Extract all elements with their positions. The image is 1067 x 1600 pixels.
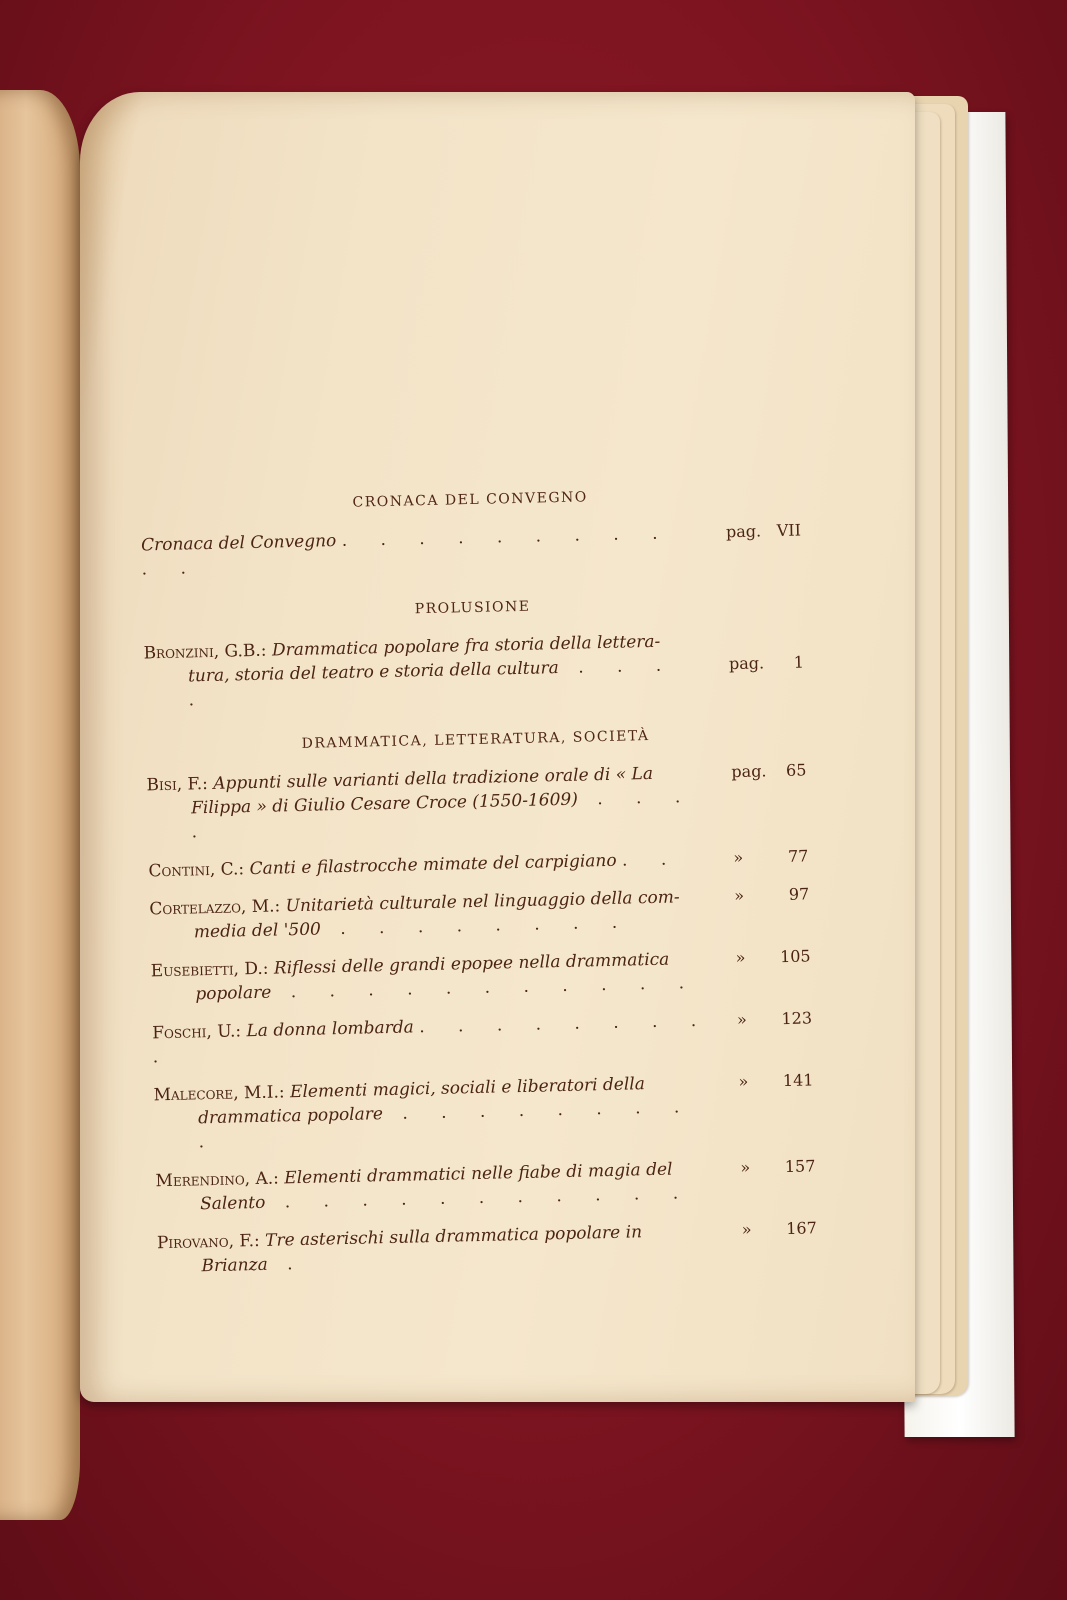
page-number: 65 <box>785 760 807 780</box>
page-label: » <box>733 847 744 868</box>
page-number: 1 <box>793 652 805 672</box>
entry-title-cont: popolare <box>195 982 272 1005</box>
entry-title-cont: media del '500 <box>193 919 322 943</box>
book-page <box>80 92 915 1402</box>
toc-entry <box>157 1216 818 1279</box>
page-ref <box>708 626 804 676</box>
section-heading: PROLUSIONE <box>414 598 531 618</box>
page-label: pag. <box>725 521 762 542</box>
page-label: pag. <box>728 653 765 674</box>
entry-title-cont: Salento <box>199 1192 266 1215</box>
entry-text <box>157 1218 723 1279</box>
entry-title: Cronaca del Convegno <box>140 531 337 556</box>
entry-title-cont: Brianza <box>201 1254 268 1277</box>
page-number: 141 <box>782 1070 814 1091</box>
entry-author: Eusebietti, D.: <box>150 958 275 982</box>
entry-title: Canti e filastrocche mimate del carpigiano <box>249 850 617 880</box>
section-heading: CRONACA DEL CONVEGNO <box>352 489 588 511</box>
entry-text <box>146 761 712 846</box>
toc-section <box>146 724 818 1279</box>
entry-text <box>149 885 715 946</box>
section-heading: DRAMMATICA, LETTERATURA, SOCIETÀ <box>301 727 650 752</box>
page-ref <box>706 519 802 545</box>
entry-text <box>141 521 707 582</box>
entry-text <box>153 1071 719 1156</box>
entry-text <box>152 1009 718 1070</box>
page-number: 77 <box>787 846 809 866</box>
page-number: VII <box>776 520 802 541</box>
entry-author: Merendino, A.: <box>155 1168 285 1192</box>
entry-author: Contini, C.: <box>148 859 250 882</box>
page-number: 157 <box>784 1156 816 1177</box>
toc-entry <box>153 1068 814 1155</box>
page-label: » <box>741 1219 752 1240</box>
toc-entry <box>152 1006 813 1069</box>
entry-title-cont: tura, storia del teatro e storia della cultura <box>187 658 560 687</box>
entry-author: Pirovano, F.: <box>156 1230 266 1254</box>
entry-title: Tre asterischi sulla drammatica popolare in <box>264 1222 643 1251</box>
page-label: pag. <box>731 761 767 782</box>
leader-dots: . . . . . . . . . . . <box>271 972 699 1003</box>
leader-dots: . . . . . . . . . . . <box>141 523 672 580</box>
entry-text <box>151 947 717 1008</box>
page-label: » <box>736 1009 748 1030</box>
entry-text <box>143 629 709 714</box>
entry-title: Unitarietà culturale nel linguaggio della com- <box>285 887 680 917</box>
toc-entry <box>151 944 812 1007</box>
entry-author: Cortelazzo, M.: <box>149 896 286 920</box>
toc-entry <box>148 844 808 883</box>
toc-entry <box>146 758 807 845</box>
entry-author: Foschi, U.: <box>151 1021 247 1044</box>
leader-dots: . . . . <box>188 655 676 711</box>
entry-title: Elementi magici, sociali e liberatori della <box>289 1074 646 1103</box>
entry-author: Bisi, F.: <box>146 773 214 796</box>
page-number: 167 <box>786 1218 817 1239</box>
toc-entry <box>141 519 802 582</box>
toc-section <box>143 592 805 713</box>
entry-title: Elementi drammatici nelle fiabe di magia del <box>284 1159 673 1189</box>
toc-section <box>140 485 802 582</box>
leader-dots: . . . . . . . . . <box>152 1010 711 1068</box>
leader-dots: . <box>267 1253 307 1275</box>
entry-text <box>148 847 713 884</box>
page-ref <box>711 758 807 784</box>
leader-dots: . . . . . . . . . . . <box>265 1183 693 1213</box>
entry-title: La donna lombarda <box>246 1017 415 1042</box>
leader-dots: . . <box>621 849 681 871</box>
entry-title-cont: Filippa » di Giulio Cesare Croce (1550-1609) <box>190 789 579 819</box>
toc-entry <box>149 882 810 945</box>
page-ref <box>722 1216 818 1242</box>
page-label: » <box>734 885 745 906</box>
table-of-contents <box>140 485 818 1306</box>
page-label: » <box>740 1157 751 1178</box>
page-ref <box>714 882 810 908</box>
page-ref <box>718 1068 814 1094</box>
leader-dots: . . . . . . . . . <box>198 1097 694 1153</box>
leader-dots: . . . . . . . . <box>320 912 632 940</box>
entry-title: Drammatica popolare fra storia della lettera- <box>271 631 661 661</box>
page-label: » <box>735 947 746 968</box>
page-ref <box>715 944 811 970</box>
entry-title-cont: drammatica popolare <box>197 1104 384 1129</box>
toc-entry <box>143 626 804 713</box>
page-ref <box>713 844 809 870</box>
left-page <box>0 90 80 1520</box>
entry-author: Bronzini, G.B.: <box>143 640 273 664</box>
entry-title: Appunti sulle varianti della tradizione orale di « La <box>213 763 654 794</box>
toc-entry <box>155 1154 816 1217</box>
page-ref <box>720 1154 816 1180</box>
entry-author: Malecore, M.I.: <box>153 1082 291 1106</box>
page-number: 97 <box>788 884 810 904</box>
page-ref <box>717 1006 813 1032</box>
leader-dots: . . . . <box>191 786 695 843</box>
entry-text <box>155 1156 721 1217</box>
entry-title: Riflessi delle grandi epopee nella drammatica <box>273 949 670 979</box>
page-number: 123 <box>781 1008 813 1029</box>
page-label: » <box>738 1071 749 1092</box>
page-number: 105 <box>779 946 811 967</box>
